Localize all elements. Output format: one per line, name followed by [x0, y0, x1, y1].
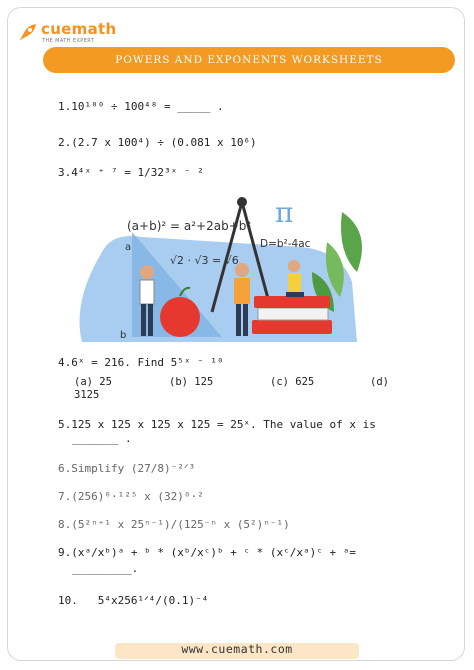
footer — [0, 637, 474, 659]
question-8: 8.(5²ⁿ⁺¹ x 25ⁿ⁻¹)/(125⁻ⁿ x (5²)ⁿ⁻¹) — [58, 518, 290, 531]
option-b: (b) 125 — [169, 376, 214, 388]
option-d: (d) — [370, 376, 389, 388]
formula-roots: √2 · √3 = √6 — [170, 254, 239, 267]
brand-tagline: THE MATH EXPERT — [42, 38, 95, 44]
footer-url[interactable]: www.cuemath.com — [181, 642, 293, 656]
question-3: 3.4⁴ˣ ⁺ ⁷ = 1/32³ˣ ⁻ ² — [58, 166, 204, 179]
question-9: 9.(xᵃ/xᵇ)ᵃ + ᵇ * (xᵇ/xᶜ)ᵇ + ᶜ * (xᶜ/xᵃ)ᶜ + ᵃ= — [58, 546, 357, 559]
rocket-icon — [16, 22, 38, 44]
cuemath-logo — [16, 20, 126, 50]
option-c: (c) 625 — [270, 376, 315, 388]
question-5: 5.125 x 125 x 125 x 125 = 25ˣ. The value of x is — [58, 418, 376, 431]
person-head — [140, 265, 154, 279]
compass-hinge — [237, 197, 247, 207]
worksheet-title: POWERS AND EXPONENTS WORKSHEETS — [115, 54, 383, 66]
person-body — [288, 273, 301, 293]
plant-leaf — [341, 212, 362, 272]
question-6: 6.Simplify (27/8)⁻²ᐟ³ — [58, 462, 196, 475]
question-9-blank: _________. — [72, 562, 139, 575]
book — [258, 308, 328, 320]
option-d-value: 3125 — [74, 389, 100, 401]
question-5-blank: _______ . — [72, 432, 132, 445]
question-7: 7.(256)⁰·¹²⁵ x (32)⁰·² — [58, 490, 204, 503]
person-head — [288, 260, 300, 272]
book — [252, 320, 332, 334]
formula-discriminant: D=b²-4ac — [260, 238, 311, 250]
formula-square: (a+b)² = a²+2ab+b² — [127, 219, 252, 233]
option-a: (a) 25 — [74, 376, 112, 388]
book — [254, 296, 330, 308]
question-10: 10. 5⁴x256¹ᐟ⁴/(0.1)⁻⁴ — [58, 594, 209, 607]
question-1: 1.10¹⁰⁰ ÷ 100⁴⁸ = _____ . — [58, 100, 224, 113]
math-illustration — [72, 192, 372, 344]
pi-symbol: π — [275, 196, 294, 229]
apple — [160, 297, 200, 337]
brand-name: cuemath — [41, 20, 117, 38]
label-b: b — [120, 330, 127, 341]
person-body — [140, 280, 154, 304]
person-body — [234, 278, 250, 304]
question-4: 4.6ˣ = 216. Find 5⁵ˣ ⁻ ¹⁰ — [58, 356, 224, 369]
label-a: a — [125, 242, 132, 253]
question-2: 2.(2.7 x 100⁴) ÷ (0.081 x 10⁶) — [58, 136, 257, 149]
worksheet-title-banner — [43, 47, 455, 73]
